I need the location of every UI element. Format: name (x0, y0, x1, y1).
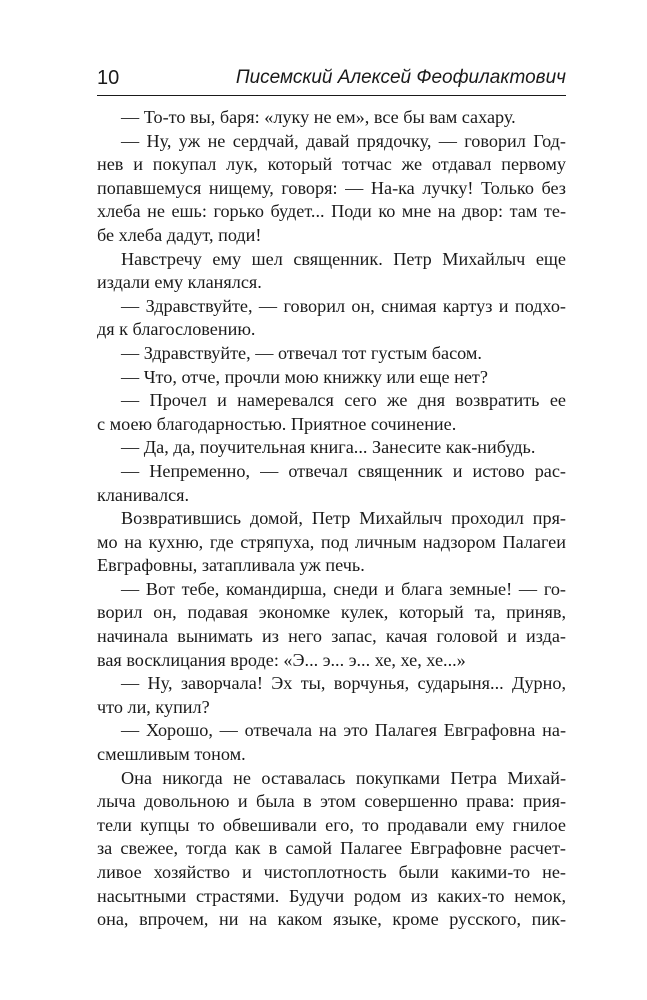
text-line: Она никогда не оставалась покупками Петра Михай- (121, 767, 566, 788)
text-line: — Непременно, — отвечал священник и истово рас- (121, 460, 566, 481)
text-line: насытными страстями. Будучи родом из каких-то немок, (97, 885, 566, 906)
text-line: — Ну, уж не сердчай, давай прядочку, — говорил Год- (121, 130, 566, 151)
text-line: ворил он, подавая экономке кулек, который та, приняв, (97, 602, 566, 623)
running-title: Писемский Алексей Феофилактович (235, 67, 566, 88)
body-text (97, 106, 566, 932)
text-line: смешливым тоном. (97, 744, 246, 765)
text-line: Навстречу ему шел священник. Петр Михайлыч еще (121, 248, 566, 269)
text-line: за свежее, тогда как в самой Палагее Евграфовне расчет- (97, 838, 566, 859)
text-line: начинала вынимать из него запас, качая головой и изда- (97, 626, 566, 647)
text-line: — То-то вы, баря: «луку не ем», все бы вам сахару. (121, 107, 516, 127)
text-line: лыча довольною и была в этом совершенно права: прия- (97, 791, 566, 812)
page-header (97, 66, 566, 94)
text-line: — Да, да, поучительная книга... Занесите как-нибудь. (121, 437, 536, 458)
text-line: ливое хозяйство и чистоплотность были какими-то не- (97, 862, 566, 882)
text-line: издали ему кланялся. (97, 272, 262, 293)
page-number: 10 (97, 67, 120, 89)
text-line: вая восклицания вроде: «Э... э... э... хе, хе, хе...» (97, 649, 466, 670)
text-line: Евграфовны, затапливала уж печь. (97, 555, 365, 576)
text-line: — Хорошо, — отвечала на это Палагея Евграфовна на- (121, 720, 566, 741)
text-line: попавшемуся нищему, говоря: — На-ка лучку! Только без (97, 177, 566, 198)
text-line: кланивался. (97, 484, 190, 505)
text-line: нев и покупал лук, который тотчас же отдавал первому (97, 154, 566, 175)
text-line: с моею благодарностью. Приятное сочинение. (97, 413, 457, 434)
text-line: тели купцы то обвешивали его, то продавали ему гнилое (97, 814, 566, 835)
text-line: — Здравствуйте, — говорил он, снимая картуз и подхо- (121, 295, 566, 316)
text-line: — Ну, заворчала! Эх ты, ворчунья, сударыня... Дурно, (121, 673, 566, 694)
text-line: что ли, купил? (97, 696, 210, 717)
text-line: — Вот тебе, командирша, снеди и блага земные! — го- (121, 578, 566, 599)
text-line: дя к благословению. (97, 319, 256, 340)
text-line: мо на кухню, где стряпуха, под личным надзором Палагеи (97, 531, 566, 552)
text-line: хлеба не ешь: горько будет... Поди ко мне на двор: там те- (97, 201, 566, 222)
text-line: — Что, отче, прочли мою книжку или еще нет? (121, 366, 488, 387)
text-line: — Прочел и намеревался сего же дня возвратить ее (121, 390, 566, 411)
text-line: она, впрочем, ни на каком языке, кроме русского, пик- (97, 909, 566, 930)
header-rule (97, 95, 566, 96)
text-line: бе хлеба дадут, поди! (97, 224, 262, 245)
text-line: — Здравствуйте, — отвечал тот густым басом. (121, 342, 482, 363)
text-line: Возвратившись домой, Петр Михайлыч проходил пря- (121, 508, 566, 529)
